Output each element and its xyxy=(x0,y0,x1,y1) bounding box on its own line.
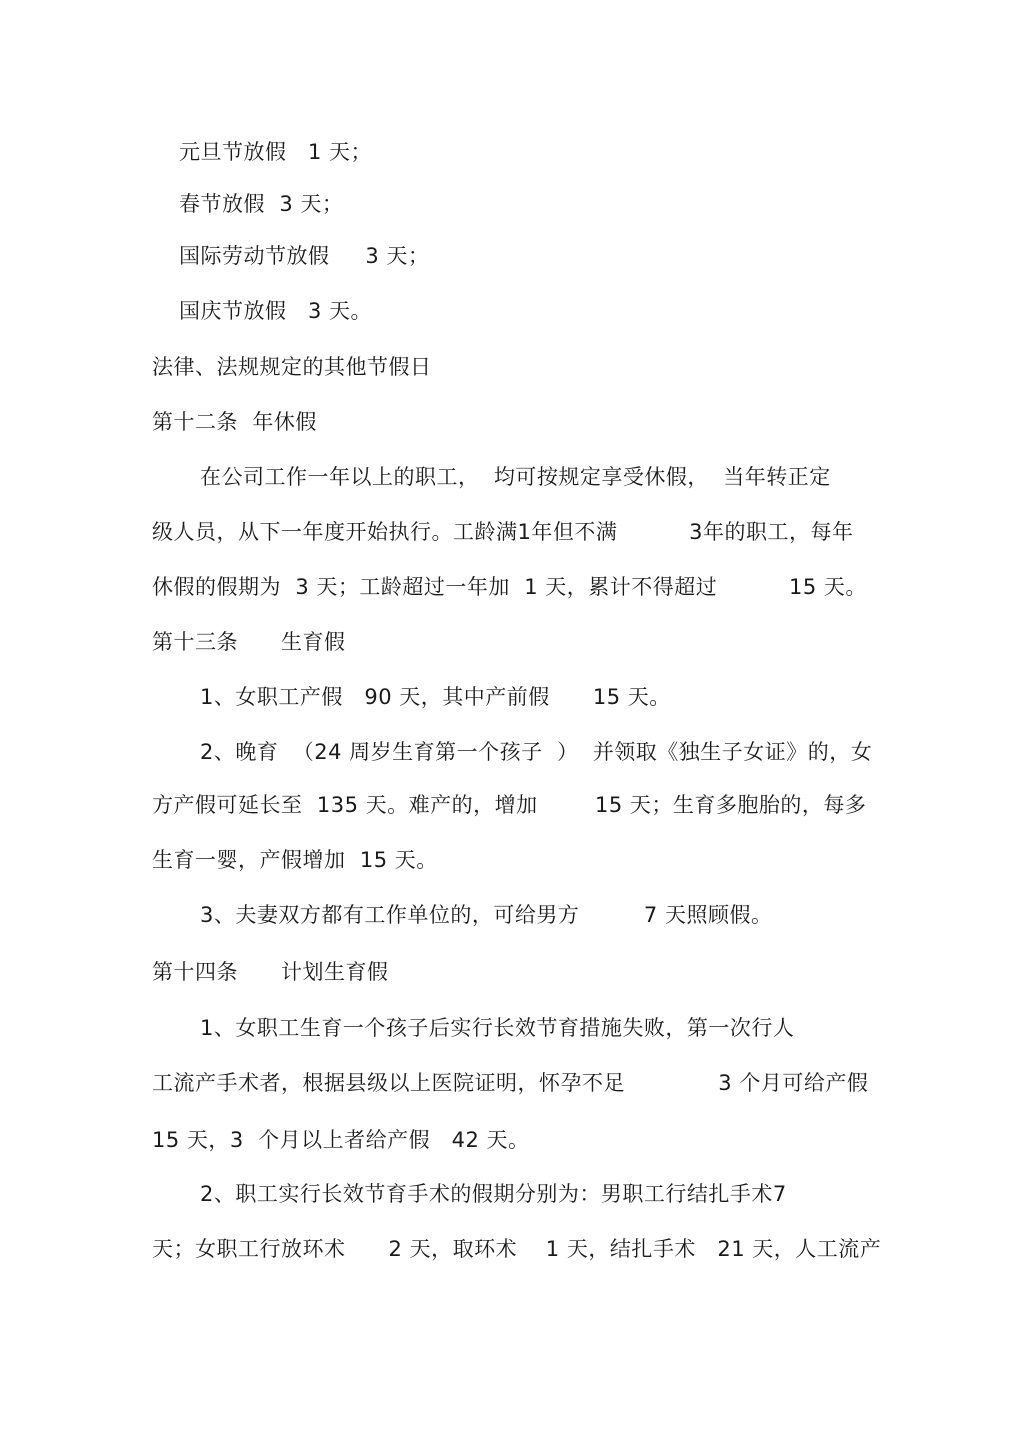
maternity-item-2-line: 生育一婴，产假增加 15 天。 xyxy=(152,848,438,872)
annual-leave-paragraph-line: 在公司工作一年以上的职工， 均可按规定享受休假， 当年转正定 xyxy=(200,465,831,489)
family-planning-item-1-line: 工流产手术者，根据县级以上医院证明，怀孕不足 3 个月可给产假 xyxy=(152,1071,869,1095)
family-planning-item-2-line: 2、职工实行长效节育手术的假期分别为：男职工行结扎手术7 xyxy=(200,1182,787,1206)
maternity-item-2-line: 2、晚育 （24 周岁生育第一个孩子 ） 并领取《独生子女证》的，女 xyxy=(200,740,873,764)
family-planning-item-1-line: 15 天，3 个月以上者给产假 42 天。 xyxy=(152,1128,530,1152)
article-12-heading: 第十二条 年休假 xyxy=(152,410,317,434)
other-holidays-text: 法律、法规规定的其他节假日 xyxy=(152,355,432,379)
family-planning-item-2-line: 天；女职工行放环术 2 天，取环术 1 天，结扎手术 21 天，人工流产 xyxy=(152,1237,882,1261)
maternity-item-2-line: 方产假可延长至 135 天。难产的，增加 15 天；生育多胞胎的，每多 xyxy=(152,793,867,817)
article-13-heading: 第十三条 生育假 xyxy=(152,630,346,654)
maternity-item-1: 1、女职工产假 90 天，其中产前假 15 天。 xyxy=(200,685,671,709)
family-planning-item-1-line: 1、女职工生育一个孩子后实行长效节育措施失败，第一次行人 xyxy=(200,1016,795,1040)
holiday-new-year: 元旦节放假 1 天； xyxy=(179,140,373,164)
annual-leave-paragraph-line: 级人员，从下一年度开始执行。工龄满1年但不满 3年的职工，每年 xyxy=(152,520,854,544)
holiday-spring-festival: 春节放假 3 天； xyxy=(179,192,344,216)
holiday-national-day: 国庆节放假 3 天。 xyxy=(179,299,373,323)
annual-leave-paragraph-line: 休假的假期为 3 天；工龄超过一年加 1 天，累计不得超过 15 天。 xyxy=(152,575,867,599)
maternity-item-3: 3、夫妻双方都有工作单位的，可给男方 7 天照顾假。 xyxy=(200,903,773,927)
holiday-labor-day: 国际劳动节放假 3 天； xyxy=(179,244,430,268)
article-14-heading: 第十四条 计划生育假 xyxy=(152,960,389,984)
